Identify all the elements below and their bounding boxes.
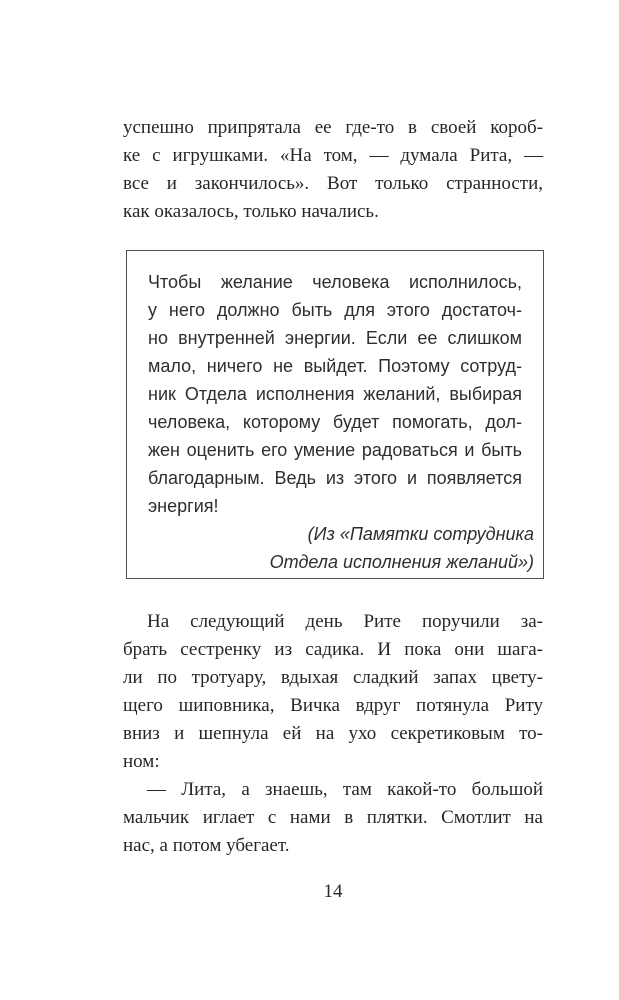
- text-line: жен оценить его умение радоваться и быть: [148, 440, 522, 460]
- text-line: На следующий день Рите поручили за-: [147, 611, 543, 632]
- text-line: щего шиповника, Вичка вдруг потянула Риту: [123, 695, 543, 716]
- memo-box: [126, 250, 544, 579]
- text-line: у него должно быть для этого достаточ-: [148, 300, 522, 320]
- text-line: но внутренней энергии. Если ее слишком: [148, 328, 522, 348]
- text-line: ник Отдела исполнения желаний, выбирая: [148, 384, 522, 404]
- text-line: (Из «Памятки сотрудника: [307, 524, 534, 544]
- text-line: успешно припрятала ее где-то в своей короб-: [123, 117, 543, 138]
- text-line: энергия!: [148, 496, 219, 516]
- text-line: все и закончилось». Вот только странности,: [123, 173, 543, 194]
- memo-attribution: [148, 520, 534, 576]
- text-line: благодарным. Ведь из этого и появляется: [148, 468, 522, 488]
- text-line: мало, ничего не выйдет. Поэтому сотруд-: [148, 356, 522, 376]
- text-line: Отдела исполнения желаний»): [269, 552, 534, 572]
- text-line: брать сестренку из садика. И пока они шага-: [123, 639, 543, 660]
- text-line: вниз и шепнула ей на ухо секретиковым то-: [123, 723, 543, 744]
- text-line: ном:: [123, 751, 160, 772]
- text-line: ке с игрушками. «На том, — думала Рита, —: [123, 145, 543, 166]
- text-line: Чтобы желание человека исполнилось,: [148, 272, 522, 292]
- body-paragraph-1: [123, 114, 543, 226]
- text-line: нас, а потом убегает.: [123, 835, 290, 856]
- page-number: 14: [323, 881, 343, 902]
- text-line: человека, которому будет помогать, дол-: [148, 412, 522, 432]
- body-paragraph-2: [123, 608, 543, 776]
- text-line: ли по тротуару, вдыхая сладкий запах цвету-: [123, 667, 543, 688]
- dialogue-paragraph: [123, 776, 543, 860]
- memo-text: [148, 268, 522, 520]
- text-line: как оказалось, только начались.: [123, 201, 379, 222]
- text-line: — Лита, а знаешь, там какой-то большой: [147, 779, 543, 800]
- text-line: мальчик иглает с нами в плятки. Смотлит на: [123, 807, 543, 828]
